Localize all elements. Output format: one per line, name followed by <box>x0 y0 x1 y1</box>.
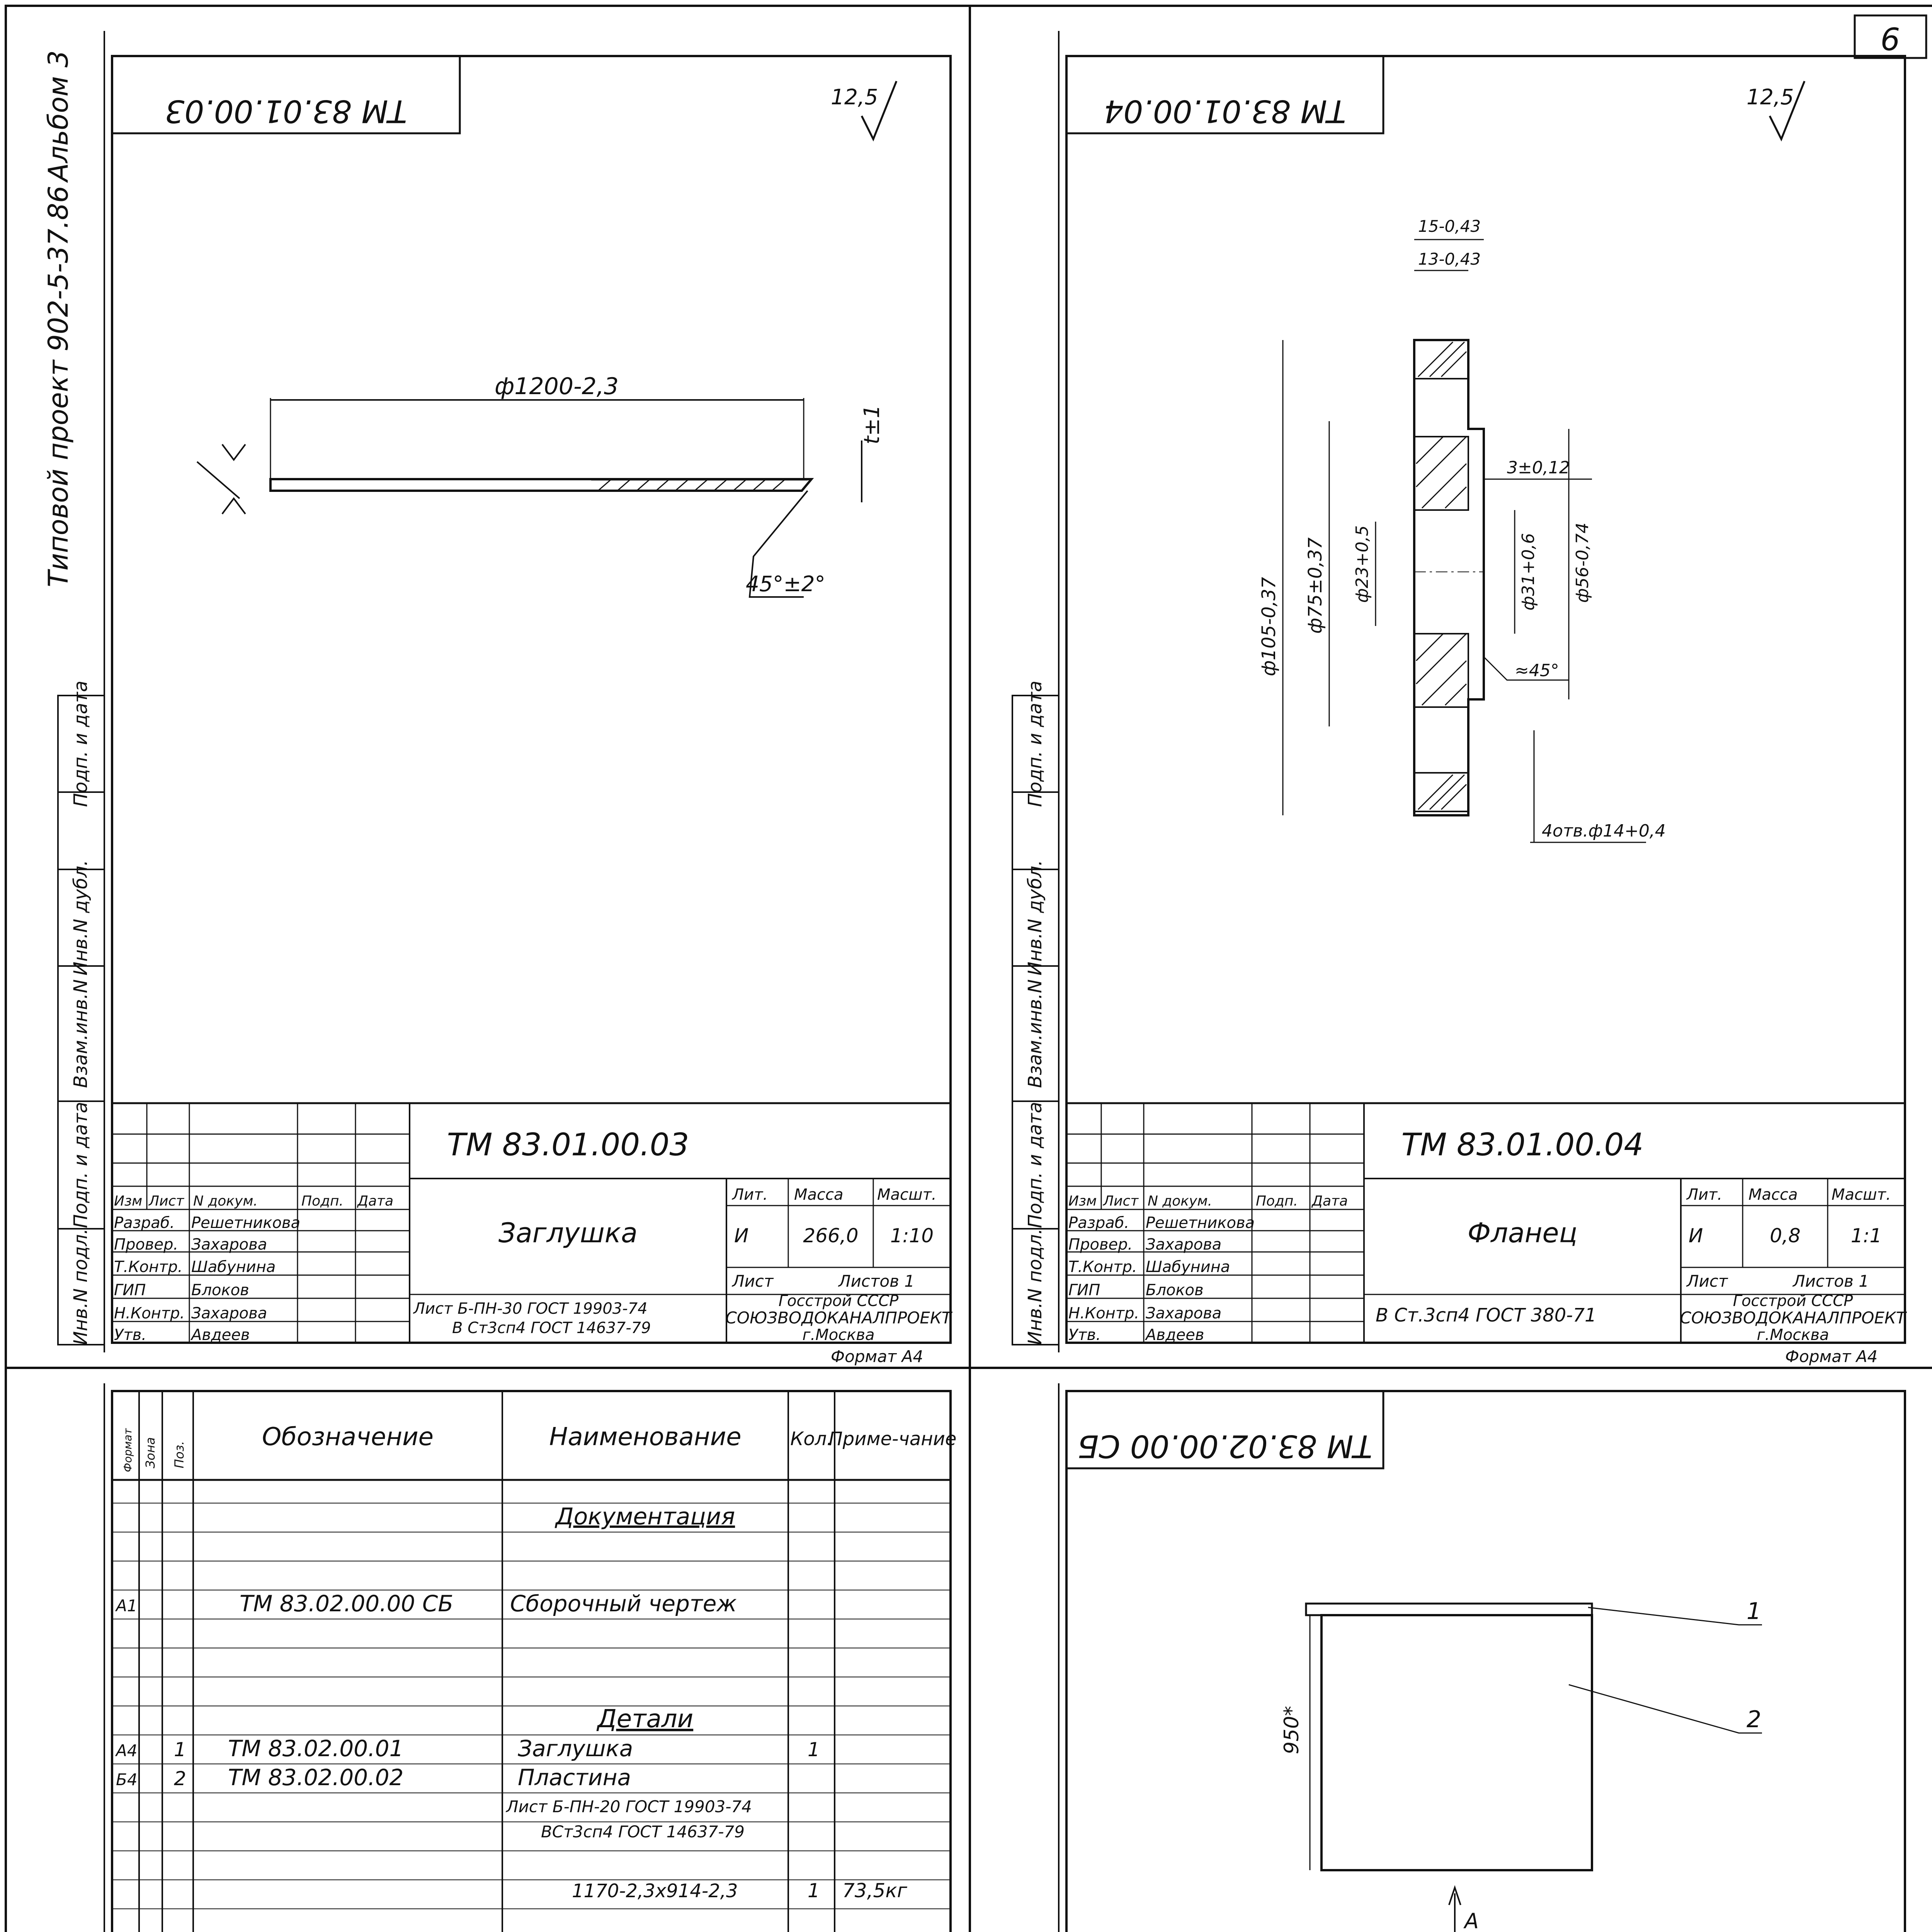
q2-col-izm: Изм <box>1068 1193 1097 1209</box>
q2-dim-d31: ф31+0,6 <box>1519 533 1538 611</box>
q3-mat-2: ВСт3сп4 ГОСТ 14637-79 <box>541 1822 745 1841</box>
q1-name-4: Блоков <box>191 1281 249 1299</box>
q1-col-izm: Изм <box>114 1193 143 1209</box>
q4-arrow-a: А <box>1464 1909 1479 1932</box>
q3-section-doc: Документация <box>555 1503 735 1530</box>
q1-stamp-1: Инв.N подл. <box>70 1228 92 1345</box>
q3-size-qty: 1 <box>808 1879 820 1902</box>
q2-col-list: Лист <box>1103 1193 1139 1209</box>
q2-part-name: Фланец <box>1467 1217 1578 1249</box>
q1-scale: 1:10 <box>890 1225 934 1247</box>
q2-dim-45: ≈45° <box>1515 661 1559 680</box>
page-number: 6 <box>1880 22 1900 58</box>
q2-stamps <box>1012 681 1059 1345</box>
q3-header-note: Приме-чание <box>828 1428 957 1450</box>
q3-row2-code: ТМ 83.02.00.02 <box>228 1764 404 1791</box>
q3-header-name: Наименование <box>549 1423 742 1451</box>
q4-pos-1: 1 <box>1747 1598 1762 1625</box>
q4-height-dim: 950* <box>1280 1706 1303 1754</box>
q2-mass: 0,8 <box>1770 1225 1801 1247</box>
q2-dim-holes: 4отв.ф14+0,4 <box>1542 821 1666 841</box>
q3-doc-format: А1 <box>116 1596 138 1615</box>
q2-drawing <box>1012 31 1907 1366</box>
q2-dim-d75: ф75±0,37 <box>1304 537 1326 634</box>
q1-album-label: Альбом 3 <box>43 50 74 182</box>
q2-title-block <box>1066 1103 1907 1366</box>
q3-doc-code: ТМ 83.02.00.00 СБ <box>240 1590 454 1617</box>
q1-dim-diameter: ф1200-2,3 <box>495 373 619 400</box>
q2-org-2: СОЮЗВОДОКАНАЛПРОЕКТ <box>1680 1308 1906 1327</box>
q2-role-3: Т.Контр. <box>1068 1258 1137 1276</box>
q1-role-2: Провер. <box>114 1236 179 1253</box>
q3-grid <box>112 1503 951 1932</box>
q2-stamp-2: Подп. и дата <box>1024 1102 1046 1228</box>
q1-stamps <box>58 681 104 1345</box>
q1-project-label: Типовой проект 902-5-37.86 <box>43 185 74 587</box>
q2-dim-d105: ф105-0,37 <box>1258 577 1280 676</box>
q2-col-date: Дата <box>1312 1193 1348 1209</box>
q3-row1-format: А4 <box>116 1741 138 1760</box>
q3-row1-name: Заглушка <box>518 1735 633 1762</box>
q2-mass-label: Масса <box>1748 1186 1798 1204</box>
q3-row2-name: Пластина <box>518 1764 631 1791</box>
q1-org-1: Госстрой СССР <box>778 1292 899 1310</box>
q4-code-inverted: ТМ 83.02.00.00 СБ <box>1077 1428 1372 1464</box>
q2-stamp-3: Взам.инв.N <box>1024 979 1046 1088</box>
q1-col-doc: N докум. <box>193 1193 258 1209</box>
q1-sheet-label: Лист <box>732 1272 774 1291</box>
q1-stamp-4: Инв.N дубл. <box>70 860 92 976</box>
q2-lit-label: Лит. <box>1687 1186 1723 1204</box>
q2-col-sign: Подп. <box>1256 1193 1298 1209</box>
q1-name-5: Захарова <box>191 1304 267 1322</box>
q2-name-2: Захарова <box>1146 1236 1222 1253</box>
q2-title-code: ТМ 83.01.00.04 <box>1401 1127 1644 1163</box>
q1-role-6: Утв. <box>114 1326 146 1344</box>
q1-org-2: СОЮЗВОДОКАНАЛПРОЕКТ <box>725 1308 952 1327</box>
q3-row1-code: ТМ 83.02.00.01 <box>228 1735 404 1762</box>
q2-dim-15: 15-0,43 <box>1418 217 1481 236</box>
q1-role-1: Разраб. <box>114 1214 175 1232</box>
q1-role-4: ГИП <box>114 1281 146 1299</box>
q1-name-2: Захарова <box>191 1236 267 1253</box>
q3-header-zone: Зона <box>143 1437 158 1468</box>
q2-org-3: г.Москва <box>1757 1326 1829 1344</box>
q2-name-4: Блоков <box>1146 1281 1204 1299</box>
q3-doc-name: Сборочный чертеж <box>510 1590 737 1617</box>
q2-lit: И <box>1689 1225 1703 1247</box>
q4-pos-2: 2 <box>1747 1706 1762 1733</box>
q1-material-1: Лист Б-ПН-30 ГОСТ 19903-74 <box>413 1300 648 1318</box>
q2-name-6: Авдеев <box>1146 1326 1204 1344</box>
q2-name-3: Шабунина <box>1146 1258 1230 1276</box>
q3-row1-qty: 1 <box>808 1738 820 1761</box>
q2-col-doc: N докум. <box>1148 1193 1212 1209</box>
q1-stamp-5: Подп. и дата <box>70 680 92 807</box>
q1-role-5: Н.Контр. <box>114 1304 185 1322</box>
q2-stamp-4: Инв.N дубл. <box>1024 860 1046 976</box>
q3-header-format: Формат <box>121 1428 134 1472</box>
q3-row2-pos: 2 <box>174 1767 186 1790</box>
q3-header-pos: Поз. <box>172 1441 187 1468</box>
q3-row2-format: Б4 <box>116 1770 138 1789</box>
q1-title-code: ТМ 83.01.00.03 <box>447 1127 689 1163</box>
q2-format: Формат А4 <box>1785 1347 1878 1366</box>
q1-name-3: Шабунина <box>191 1258 276 1276</box>
q1-title-block <box>112 1103 953 1366</box>
q2-stamp-1: Инв.N подл. <box>1024 1228 1046 1345</box>
q2-role-5: Н.Контр. <box>1068 1304 1139 1322</box>
q3-row1-pos: 1 <box>174 1738 186 1761</box>
q1-name-6: Авдеев <box>191 1326 250 1344</box>
q3-header-qty: Кол. <box>790 1428 833 1450</box>
q1-col-list: Лист <box>149 1193 184 1209</box>
q1-col-sign: Подп. <box>301 1193 344 1209</box>
q2-role-6: Утв. <box>1068 1326 1101 1344</box>
q1-lit: И <box>734 1225 749 1247</box>
q1-org-3: г.Москва <box>802 1326 875 1344</box>
q1-roughness: 12,5 <box>831 85 878 109</box>
q2-roughness: 12,5 <box>1747 85 1794 109</box>
q2-scale: 1:1 <box>1850 1225 1882 1247</box>
q1-dim-angle: 45°±2° <box>746 571 826 596</box>
q2-dim-13: 13-0,43 <box>1418 250 1481 269</box>
q1-code-inverted: ТМ 83.01.00.03 <box>165 93 407 129</box>
q2-dim-d23: ф23+0,5 <box>1352 525 1372 603</box>
q1-role-3: Т.Контр. <box>114 1258 183 1276</box>
q2-sheets-label: Листов 1 <box>1793 1272 1869 1291</box>
q1-name-1: Решетникова <box>191 1214 301 1232</box>
q3-specification <box>58 1383 959 1932</box>
q3-header-code: Обозначение <box>262 1423 434 1451</box>
q2-name-1: Решетникова <box>1146 1214 1255 1232</box>
q2-stamp-5: Подп. и дата <box>1024 680 1046 807</box>
q1-col-date: Дата <box>357 1193 394 1209</box>
q3-mat-1: Лист Б-ПН-20 ГОСТ 19903-74 <box>506 1797 752 1816</box>
q1-mass-label: Масса <box>794 1186 844 1204</box>
q3-size-note: 73,5кг <box>842 1879 907 1902</box>
q1-stamp-2: Подп. и дата <box>70 1102 92 1228</box>
q1-scale-label: Масшт. <box>877 1186 937 1204</box>
q2-name-5: Захарова <box>1146 1304 1222 1322</box>
q2-sheet-label: Лист <box>1687 1272 1728 1291</box>
q3-size: 1170-2,3х914-2,3 <box>572 1880 738 1902</box>
q1-format: Формат А4 <box>831 1347 923 1366</box>
q1-stamp-3: Взам.инв.N <box>70 979 92 1088</box>
q1-drawing <box>43 31 953 1366</box>
q1-sheets-label: Листов 1 <box>838 1272 915 1291</box>
q2-dim-d56: ф56-0,74 <box>1573 522 1592 603</box>
q1-material-2: В Ст3сп4 ГОСТ 14637-79 <box>452 1319 651 1337</box>
q4-drawing <box>1012 1383 1905 1932</box>
q2-role-1: Разраб. <box>1068 1214 1129 1232</box>
q1-mass: 266,0 <box>803 1225 859 1247</box>
q1-part-name: Заглушка <box>498 1217 638 1249</box>
q2-material: В Ст.3сп4 ГОСТ 380-71 <box>1376 1304 1597 1326</box>
q1-lit-label: Лит. <box>732 1186 768 1204</box>
q1-dim-thickness: t±1 <box>859 405 884 444</box>
q3-section-parts: Детали <box>597 1705 694 1733</box>
q2-code-inverted: ТМ 83.01.00.04 <box>1104 93 1346 129</box>
q2-role-4: ГИП <box>1068 1281 1100 1299</box>
q2-scale-label: Масшт. <box>1832 1186 1891 1204</box>
q2-role-2: Провер. <box>1068 1236 1133 1253</box>
q2-org-1: Госстрой СССР <box>1733 1292 1853 1310</box>
q2-dim-3: 3±0,12 <box>1507 458 1570 478</box>
